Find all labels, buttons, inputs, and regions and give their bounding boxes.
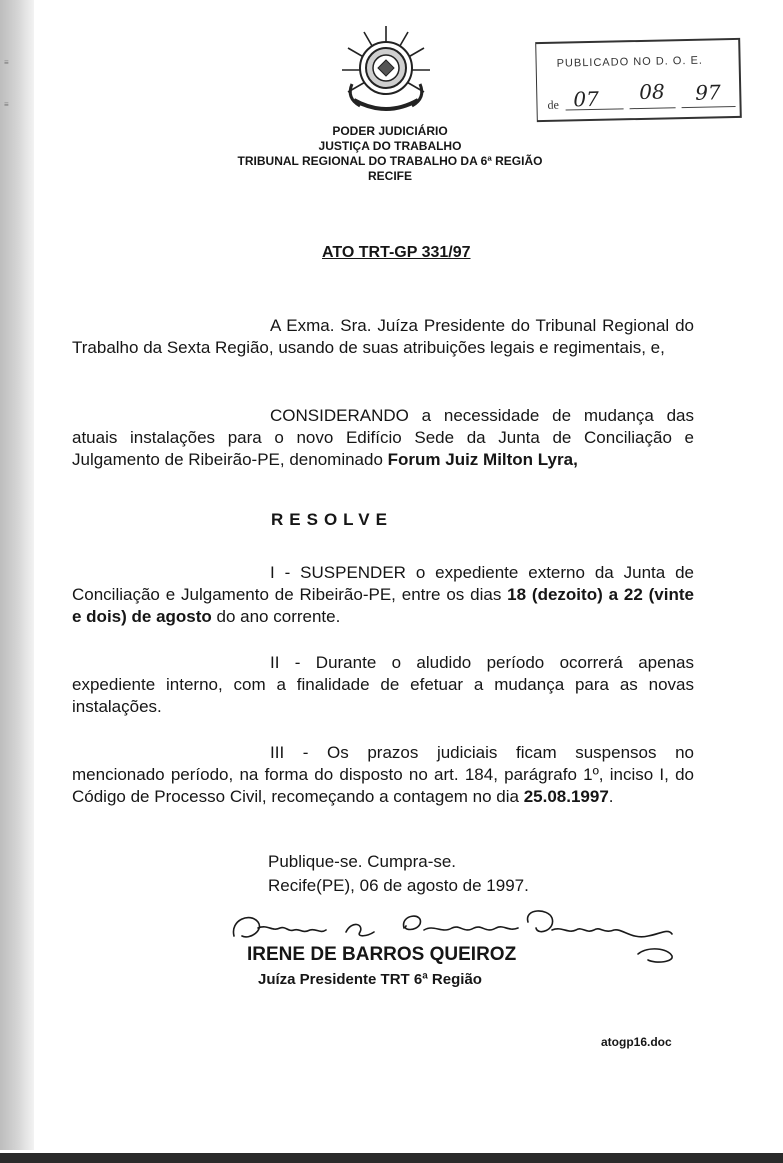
publication-stamp [535,38,742,122]
stamp-month-line [630,107,676,109]
header-line-3: TRIBUNAL REGIONAL DO TRABALHO DA 6ª REGIÃO [237,154,543,168]
brazil-coat-of-arms-emblem [338,22,434,118]
forum-name: Forum Juiz Milton Lyra, [387,450,578,469]
header-line-2: JUSTIÇA DO TRABALHO [318,139,462,153]
resolve-heading: RESOLVE [271,510,393,529]
item-iii-paragraph [72,742,694,808]
stamp-month: 08 [638,79,665,104]
edge-mark: ≡ [4,100,9,109]
item-iii-date: 25.08.1997 [523,787,609,806]
stamp-day: 07 [573,86,600,112]
scan-left-edge [0,0,34,1150]
item-i-paragraph [72,562,694,628]
closing-publish: Publique-se. Cumpra-se. [268,852,457,871]
considering-text: CONSIDERANDO a necessidade de mudança das atuais instalações para o novo Edifício Sede da Junta de Conciliação e Julgamento de Ribeirão-PE, denominado [72,406,694,469]
opening-text: A Exma. Sra. Juíza Presidente do Tribunal Regional do Trabalho da Sexta Região, usando de suas atribuições legais e regimentais, e, [72,316,694,357]
signatory-title: Juíza Presidente TRT 6ª Região [258,971,482,988]
stamp-year-line [682,106,736,108]
considering-paragraph [72,405,694,471]
item-i-text: I - SUSPENDER o expediente externo da Junta de Conciliação e Julgamento de Ribeirão-PE, entre os dias [72,563,694,604]
item-ii-text: II - Durante o aludido período ocorrerá apenas expediente interno, com a finalidade de efetuar a mudança para as novas instalações. [72,653,694,716]
stamp-de-label: de [547,97,559,112]
header-line-4: RECIFE [367,169,412,183]
scan-bottom-edge [0,1153,783,1163]
item-iii-end: . [608,787,614,806]
file-name: atogp16.doc [601,1035,672,1049]
item-i-dates: 18 (dezoito) a 22 (vinte e dois) de agosto [72,585,694,626]
closing-place-date: Recife(PE), 06 de agosto de 1997. [268,876,529,895]
header-line-1: PODER JUDICIÁRIO [332,124,448,138]
document-title: ATO TRT-GP 331/97 [322,244,471,261]
item-ii-paragraph [72,652,694,718]
opening-paragraph [72,315,694,359]
stamp-title: PUBLICADO NO D. O. E. [556,54,704,70]
stamp-year: 97 [695,80,721,105]
signatory-name: IRENE DE BARROS QUEIROZ [247,944,517,965]
edge-mark: ≡ [4,58,9,67]
item-i-end: do ano corrente. [211,607,341,626]
item-iii-text: III - Os prazos judiciais ficam suspensos no mencionado período, na forma do disposto no art. 184, parágrafo 1º, inciso I, do Código de Processo Civil, recomeçando a contagem no dia [72,743,694,806]
